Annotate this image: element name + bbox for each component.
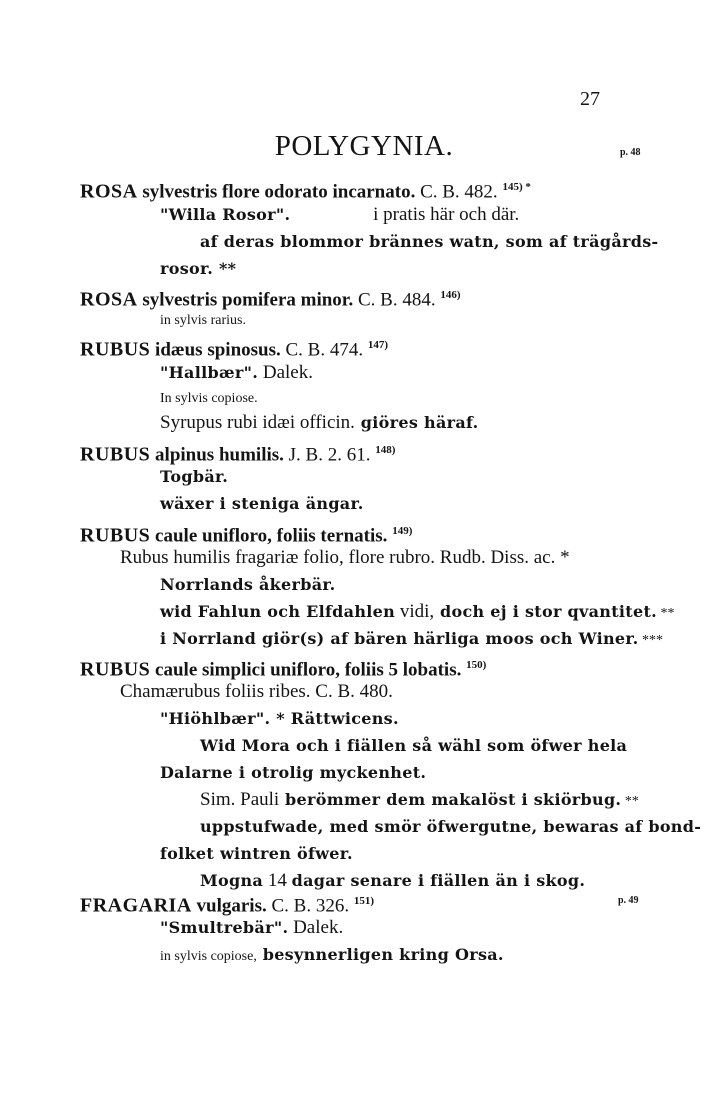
species-description: vulgaris. <box>191 895 267 917</box>
latin-text: Chamærubus foliis ribes. <box>120 681 311 702</box>
footnote-ref: ** <box>657 606 675 621</box>
latin-text: Syrupus rubi idæi officin. <box>160 412 355 433</box>
species-description: caule unifloro, foliis ternatis. <box>150 525 388 547</box>
region: Rättwicens. <box>284 709 399 728</box>
page-number: 27 <box>580 88 600 110</box>
vernacular-name: "Willa Rosor". <box>160 205 291 224</box>
entry-rosa-sylvestris-odorato <box>80 174 531 205</box>
usage-line <box>160 410 479 436</box>
entry-rubus-alpinus <box>80 437 395 468</box>
footnote-ref: 150) <box>466 659 487 671</box>
vernacular-line <box>160 360 313 386</box>
vernacular-name: "Hiöhlbær". * <box>160 709 285 728</box>
note-line: rosor. ** <box>160 259 237 278</box>
region: Dalek. <box>258 362 313 383</box>
vernacular-line <box>160 202 519 228</box>
vernacular-line: Norrlands åkerbär. <box>160 575 336 594</box>
note-line: af deras blommor brännes watn, som af trägårds- <box>200 232 659 251</box>
swedish-text: wid Fahlun och Elfdahlen <box>160 602 396 621</box>
habitat-line: wäxer i steniga ängar. <box>160 494 364 513</box>
species-description: sylvestris pomifera minor. <box>137 289 354 311</box>
swedish-text: berömmer dem makalöst i skiörbug. <box>279 790 622 809</box>
genus-name: RUBUS <box>80 658 151 681</box>
citation: C. B. 480. <box>315 681 393 702</box>
note-line: folket wintren öfwer. <box>160 844 353 863</box>
swedish-text: besynnerligen kring Orsa. <box>256 945 504 964</box>
species-description: sylvestris flore odorato incarnato. <box>137 181 416 203</box>
entry-rubus-idaeus <box>80 332 388 363</box>
swedish-text: giöres häraf. <box>354 413 479 432</box>
citation: C. B. 484. <box>358 289 436 311</box>
footnote-ref: 145) * <box>502 181 531 193</box>
note-line <box>160 599 675 627</box>
habitat-line <box>160 942 504 970</box>
footnote-ref: ** <box>621 794 639 809</box>
genus-name: RUBUS <box>80 524 151 547</box>
swedish-text: dagar senare i fiällen än i skog. <box>291 871 586 890</box>
synonym-line <box>120 679 393 705</box>
vernacular-line: Togbär. <box>160 467 229 486</box>
citation: J. B. 2. 61. <box>288 444 371 466</box>
region: Dalek. <box>288 917 344 938</box>
entry-rosa-pomifera <box>80 282 461 313</box>
footnote-ref: *** <box>638 633 664 648</box>
habitat: i pratis här och där. <box>373 204 520 225</box>
footnote-ref: 146) <box>440 289 461 301</box>
footnote-ref: 147) <box>367 339 389 351</box>
habitat-line: in sylvis rarius. <box>160 313 246 328</box>
vernacular-name: "Hallbær". <box>160 363 259 382</box>
genus-name: FRAGARIA <box>80 894 192 917</box>
species-description: caule simplici unifloro, foliis 5 lobatis. <box>150 659 462 681</box>
note-line <box>160 626 663 654</box>
synonym-line: Rubus humilis fragariæ folio, flore rubro. Rudb. Diss. ac. * <box>120 547 570 568</box>
footnote-ref: 149) <box>392 525 413 537</box>
latin-text: in sylvis copiose, <box>160 949 257 964</box>
footnote-ref: 148) <box>375 444 396 456</box>
vernacular-name: "Smultrebär". <box>160 918 289 937</box>
vernacular-line <box>160 915 343 941</box>
species-description: idæus spinosus. <box>150 339 281 361</box>
swedish-text: doch ej i stor qvantitet. <box>434 602 658 621</box>
note-line <box>200 787 639 815</box>
latin-text: Sim. Pauli <box>200 789 280 810</box>
latin-text: vidi, <box>395 601 435 622</box>
habitat-line: In sylvis copiose. <box>160 391 258 406</box>
margin-reference: p. 48 <box>620 147 641 158</box>
margin-reference: p. 49 <box>618 895 639 906</box>
swedish-text: i Norrland giör(s) af bären härliga moos och Winer. <box>160 629 639 648</box>
note-line: Wid Mora och i fiällen så wähl som öfwer hela <box>200 736 628 755</box>
genus-name: ROSA <box>80 180 138 203</box>
species-description: alpinus humilis. <box>150 444 284 466</box>
latin-text: 14 <box>263 870 292 891</box>
swedish-text: Mogna <box>200 871 264 890</box>
vernacular-line <box>160 706 399 732</box>
citation: C. B. 482. <box>420 181 498 203</box>
citation: C. B. 326. <box>271 895 350 917</box>
footnote-ref: 151) <box>353 895 375 907</box>
note-line: uppstufwade, med smör öfwergutne, bewaras af bond- <box>200 817 702 836</box>
section-title: POLYGYNIA. <box>274 130 454 162</box>
genus-name: ROSA <box>80 288 138 311</box>
genus-name: RUBUS <box>80 443 151 466</box>
note-line: Dalarne i otrolig myckenhet. <box>160 763 427 782</box>
citation: C. B. 474. <box>285 339 364 361</box>
genus-name: RUBUS <box>80 338 151 361</box>
